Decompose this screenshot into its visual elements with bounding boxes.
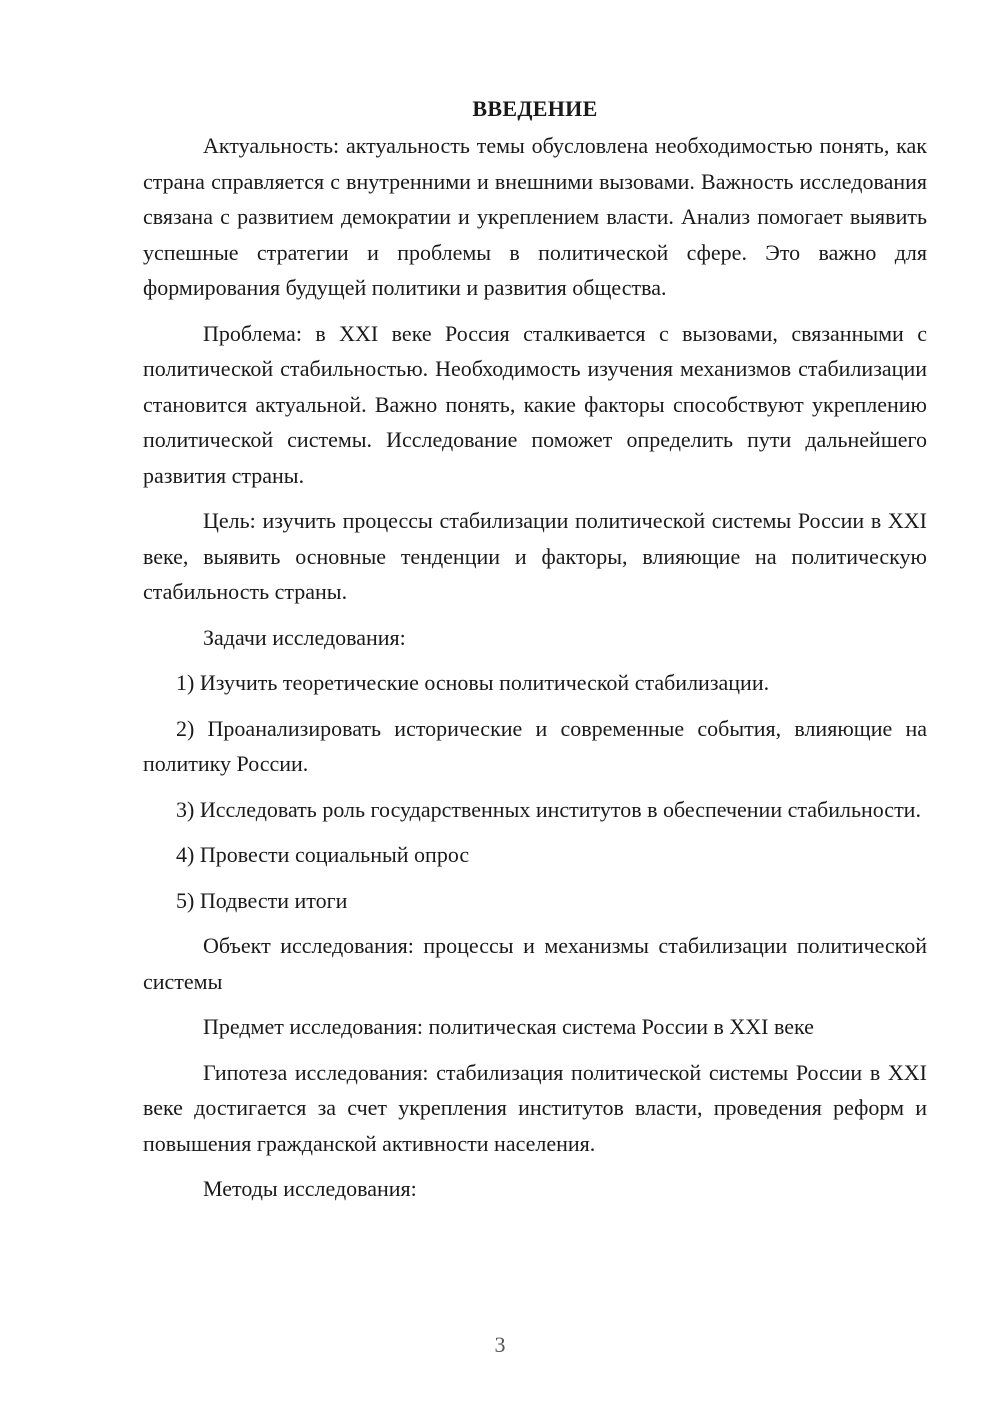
page-title: ВВЕДЕНИЕ <box>472 96 598 121</box>
paragraph-relevance: Актуальность: актуальность темы обусловлена необходимостью понять, как страна справляется с внутренними и внешними вызовами. Важность исследования связана с развитием демократии и укреплением власти. Анализ помогает выявить успешные стратегии и проблемы в политической сфере. Это важно для формирования будущей политики и развития общества. <box>143 133 927 300</box>
paragraph-object: Объект исследования: процессы и механизмы стабилизации политической системы <box>143 933 927 994</box>
paragraph-methods: Методы исследования: <box>203 1176 417 1201</box>
paragraph-problem: Проблема: в XXI веке Россия сталкивается с вызовами, связанными с политической стабильностью. Необходимость изучения механизмов стабилизации становится актуальной. Важно понять, какие факторы способствуют укреплению политической системы. Исследование поможет определить пути дальнейшего развития страны. <box>143 320 927 488</box>
paragraph-hypothesis: Гипотеза исследования: стабилизация политической системы России в XXI веке достигается за счет укрепления институтов власти, проведения реформ и повышения гражданской активности населения. <box>143 1059 927 1156</box>
list-item: 1) Изучить теоретические основы политической стабилизации. <box>176 670 770 695</box>
document-page <box>143 94 927 1217</box>
paragraph-goal: Цель: изучить процессы стабилизации политической системы России в XXI веке, выявить основные тенденции и факторы, влияющие на политическую стабильность страны. <box>143 508 927 604</box>
list-item: 3) Исследовать роль государственных институтов в обеспечении стабильности. <box>176 796 921 822</box>
list-item: 4) Провести социальный опрос <box>176 842 470 867</box>
paragraph-subject: Предмет исследования: политическая система России в XXI веке <box>203 1014 814 1039</box>
page-number: 3 <box>494 1332 506 1357</box>
paragraph-tasks-heading: Задачи исследования: <box>203 624 406 650</box>
list-item: 2) Проанализировать исторические и современные события, влияющие на политику России. <box>143 715 927 776</box>
list-item: 5) Подвести итоги <box>176 887 348 913</box>
